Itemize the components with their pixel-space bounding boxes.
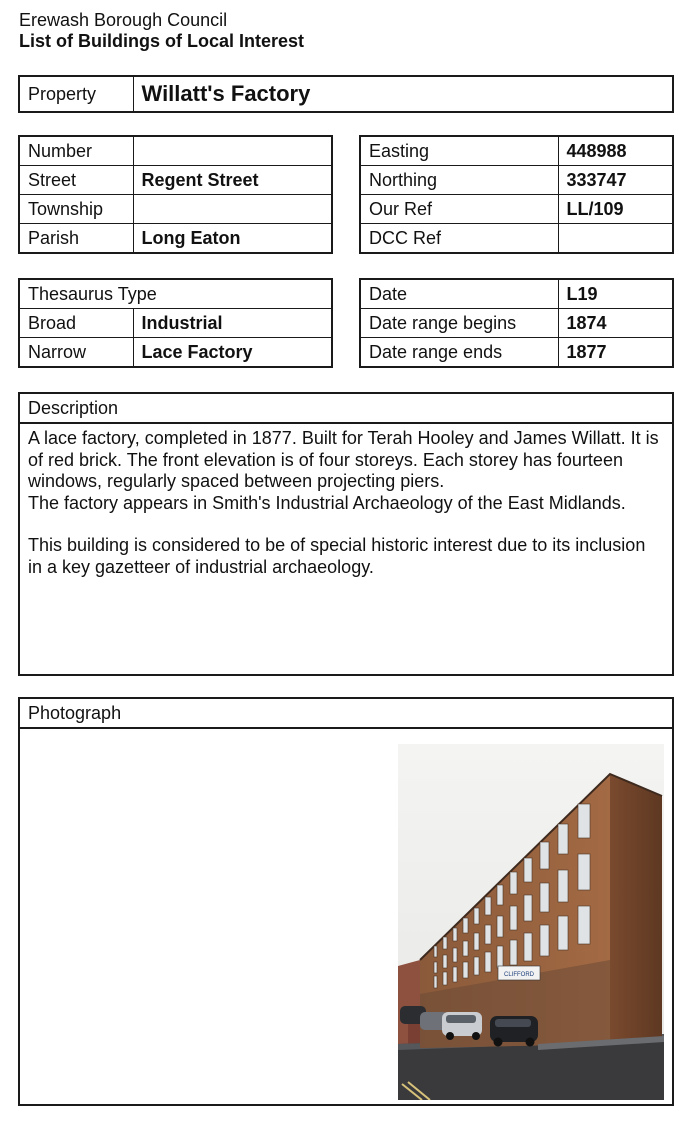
dcc-ref-label: DCC Ref bbox=[360, 224, 558, 254]
table-row bbox=[360, 136, 673, 166]
date-ends-label: Date range ends bbox=[360, 338, 558, 368]
table-row bbox=[360, 279, 673, 309]
description-heading: Description bbox=[20, 394, 672, 424]
parish-value: Long Eaton bbox=[133, 224, 332, 254]
narrow-value: Lace Factory bbox=[133, 338, 332, 368]
street-value: Regent Street bbox=[133, 166, 332, 195]
description-paragraph: This building is considered to be of special historic interest due to its inclusion in a key gazetteer of industrial archaeology. bbox=[28, 535, 646, 577]
date-label: Date bbox=[360, 279, 558, 309]
factory-sign-text: CLIFFORD bbox=[504, 972, 534, 978]
description-panel bbox=[18, 392, 674, 676]
table-row bbox=[19, 338, 332, 368]
table-row bbox=[360, 309, 673, 338]
number-label: Number bbox=[19, 136, 133, 166]
broad-value: Industrial bbox=[133, 309, 332, 338]
township-value bbox=[133, 195, 332, 224]
street-label: Street bbox=[19, 166, 133, 195]
description-body bbox=[20, 424, 672, 578]
table-row bbox=[360, 195, 673, 224]
thesaurus-table bbox=[18, 278, 333, 368]
property-row bbox=[19, 76, 673, 112]
dcc-ref-value bbox=[558, 224, 673, 254]
easting-label: Easting bbox=[360, 136, 558, 166]
table-row bbox=[19, 309, 332, 338]
broad-label: Broad bbox=[19, 309, 133, 338]
date-begins-label: Date range begins bbox=[360, 309, 558, 338]
table-row bbox=[360, 166, 673, 195]
table-row bbox=[360, 224, 673, 254]
narrow-label: Narrow bbox=[19, 338, 133, 368]
date-ends-value: 1877 bbox=[558, 338, 673, 368]
our-ref-value: LL/109 bbox=[558, 195, 673, 224]
factory-photo bbox=[398, 744, 664, 1100]
date-begins-value: 1874 bbox=[558, 309, 673, 338]
photograph-panel bbox=[18, 697, 674, 1106]
dating-table bbox=[359, 278, 674, 368]
property-value: Willatt's Factory bbox=[133, 76, 673, 112]
property-table bbox=[18, 75, 674, 113]
list-title: List of Buildings of Local Interest bbox=[19, 31, 305, 51]
date-value: L19 bbox=[558, 279, 673, 309]
photograph-heading: Photograph bbox=[20, 699, 672, 729]
location-table bbox=[18, 135, 333, 254]
table-row bbox=[19, 279, 332, 309]
table-row bbox=[360, 338, 673, 368]
northing-label: Northing bbox=[360, 166, 558, 195]
thesaurus-title: Thesaurus Type bbox=[19, 279, 332, 309]
table-row bbox=[19, 224, 332, 254]
grid-reference-table bbox=[359, 135, 674, 254]
our-ref-label: Our Ref bbox=[360, 195, 558, 224]
easting-value: 448988 bbox=[558, 136, 673, 166]
property-label: Property bbox=[19, 76, 133, 112]
description-paragraph: A lace factory, completed in 1877. Built for Terah Hooley and James Willatt. It is of red brick. The front elevation is of four storeys. Each storey has fourteen windows, regularly spaced between projecting piers. bbox=[28, 428, 659, 491]
parish-label: Parish bbox=[19, 224, 133, 254]
description-paragraph: The factory appears in Smith's Industrial Archaeology of the East Midlands. bbox=[28, 492, 626, 513]
northing-value: 333747 bbox=[558, 166, 673, 195]
table-row bbox=[19, 195, 332, 224]
table-row bbox=[19, 166, 332, 195]
table-row bbox=[19, 136, 332, 166]
township-label: Township bbox=[19, 195, 133, 224]
council-name: Erewash Borough Council bbox=[19, 10, 228, 30]
number-value bbox=[133, 136, 332, 166]
